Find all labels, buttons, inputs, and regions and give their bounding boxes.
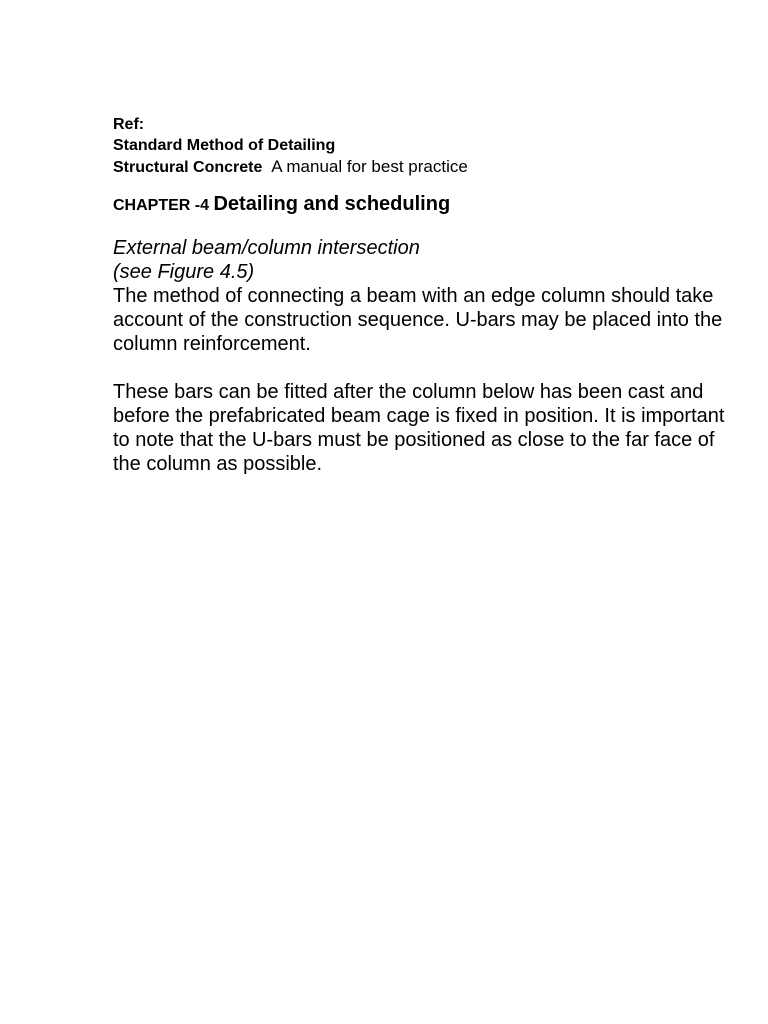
section-heading	[113, 236, 733, 284]
ref-subject-description: A manual for best practice	[271, 157, 468, 176]
ref-book-title: Standard Method of Detailing	[113, 137, 336, 154]
chapter-title: Detailing and scheduling	[213, 193, 451, 215]
ref-subject: Structural Concrete	[113, 159, 263, 176]
figure-reference: (see Figure 4.5)	[113, 261, 255, 283]
chapter-number: CHAPTER -4	[113, 197, 210, 214]
ref-label: Ref:	[113, 116, 145, 133]
body-paragraph-2: These bars can be fitted after the column below has been cast and before the prefabricated beam cage is fixed in position. It is important to note that the U-bars must be positioned as close to the far face of the column as possible.	[113, 381, 725, 475]
chapter-heading	[113, 193, 733, 216]
document-page	[113, 114, 733, 476]
body-paragraph-1: The method of connecting a beam with an edge column should take account of the construction sequence. U-bars may be placed into the column reinforcement.	[113, 285, 723, 355]
ref-subject-line	[113, 156, 733, 178]
reference-block	[113, 114, 733, 178]
section-title: External beam/column intersection	[113, 237, 420, 259]
